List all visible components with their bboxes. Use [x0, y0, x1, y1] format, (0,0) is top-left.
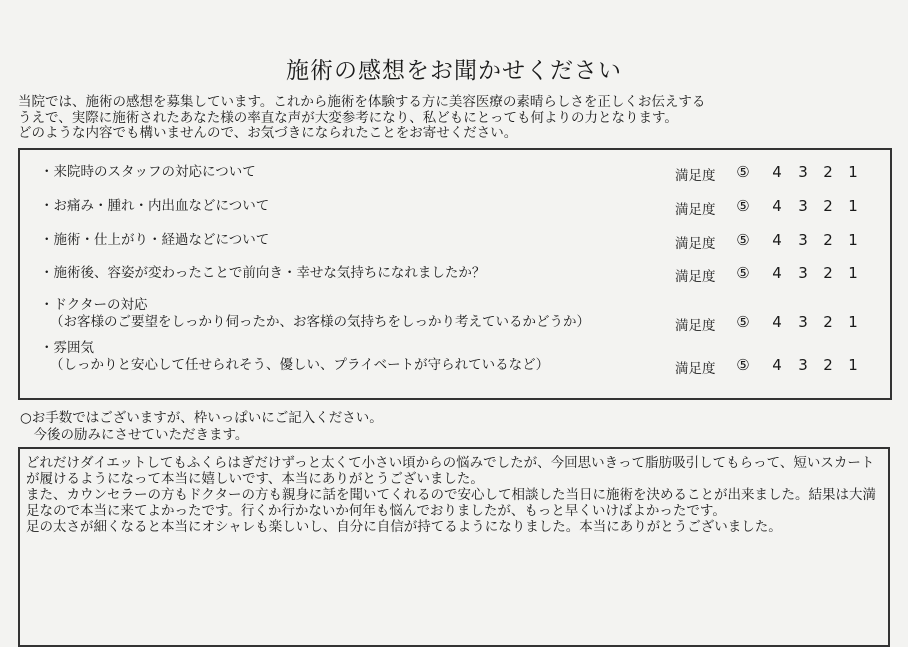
survey-item-label	[40, 198, 269, 215]
score-option[interactable]: 1	[848, 313, 858, 331]
label-line: ・施術後、容姿が変わったことで前向き・幸せな気持ちになれましたか？	[40, 265, 486, 281]
score-option[interactable]: 3	[798, 264, 808, 282]
score-option[interactable]: 2	[823, 163, 833, 181]
label-line: ・雰囲気	[40, 340, 94, 356]
comment-paragraph: 足の太さが細くなると本当にオシャレも楽しいし、自分に自信が持てるようになりました。本当にありがとうございました。	[26, 519, 782, 535]
satisfaction-label: 満足度	[675, 361, 716, 377]
score-option[interactable]: 1	[848, 197, 858, 215]
score-option[interactable]: 4	[772, 313, 782, 331]
score-option[interactable]: 4	[772, 264, 782, 282]
score-option[interactable]: ⑤	[736, 264, 750, 282]
survey-item-label	[40, 340, 549, 374]
satisfaction-label: 満足度	[675, 236, 716, 252]
score-option[interactable]: 4	[772, 163, 782, 181]
survey-item-label	[40, 297, 590, 331]
satisfaction-label: 満足度	[675, 318, 716, 334]
score-option[interactable]: 3	[798, 197, 808, 215]
score-option[interactable]: 3	[798, 356, 808, 374]
label-subline: （お客様のご要望をしっかり伺ったか、お客様の気持ちをしっかり考えているかどうか）	[50, 314, 590, 330]
score-option[interactable]: 3	[798, 313, 808, 331]
score-option[interactable]: ⑤	[736, 313, 750, 331]
score-option[interactable]: ⑤	[736, 231, 750, 249]
intro-line: どのような内容でも構いませんので、お気づきになられたことをお寄せください。	[18, 125, 518, 141]
page-title: 施術の感想をお聞かせください	[286, 58, 622, 84]
score-option[interactable]: 2	[823, 231, 833, 249]
comment-paragraph: どれだけダイエットしてもふくらはぎだけずっと太くて小さい頃からの悩みでしたが、今回思いきって脂肪吸引してもらって、短いスカートが履けるようになって本当に嬉しいです、本当にありがとうございました。	[26, 455, 875, 487]
survey-box	[18, 148, 892, 400]
intro-text	[18, 95, 705, 142]
label-line: ・施術・仕上がり・経過などについて	[40, 232, 270, 248]
score-option[interactable]: 4	[772, 231, 782, 249]
score-option[interactable]: ⑤	[736, 197, 750, 215]
note-line: 今後の励みにさせていただきます。	[20, 427, 249, 443]
score-option[interactable]: ⑤	[736, 163, 750, 181]
comment-box	[18, 447, 890, 647]
score-option[interactable]: 1	[848, 356, 858, 374]
score-option[interactable]: 2	[823, 356, 833, 374]
comment-paragraph: また、カウンセラーの方もドクターの方も親身に話を聞いてくれるので安心して相談した当日に施術を決めることが出来ました。結果は大満足なので本当に来てよかったです。行くか行かないか何年も悩んでおりましたが、もっと早くいけばよかったです。	[26, 487, 876, 519]
score-option[interactable]: 1	[848, 231, 858, 249]
label-subline: （しっかりと安心して任せられそう、優しい、プライベートが守られているなど）	[50, 357, 550, 373]
label-line: ・お痛み・腫れ・内出血などについて	[40, 198, 270, 214]
score-option[interactable]: 1	[848, 163, 858, 181]
score-option[interactable]: 2	[823, 197, 833, 215]
survey-item-label	[40, 164, 256, 181]
satisfaction-label: 満足度	[675, 269, 716, 285]
score-option[interactable]: 4	[772, 356, 782, 374]
satisfaction-label: 満足度	[675, 168, 716, 184]
satisfaction-label: 満足度	[675, 202, 716, 218]
survey-item-label	[40, 265, 485, 282]
score-option[interactable]: ⑤	[736, 356, 750, 374]
score-option[interactable]: 3	[798, 231, 808, 249]
intro-line: うえで、実際に施術されたあなた様の率直な声が大変参考になり、私どもにとっても何よりの力となります。	[18, 109, 678, 126]
intro-line: 当院では、施術の感想を募集しています。これから施術を体験する方に美容医療の素晴らしさを正しくお伝えする	[18, 94, 706, 110]
instruction-note	[20, 410, 383, 444]
score-option[interactable]: 4	[772, 197, 782, 215]
score-option[interactable]: 1	[848, 264, 858, 282]
label-line: ・来院時のスタッフの対応について	[40, 164, 256, 180]
score-option[interactable]: 2	[823, 313, 833, 331]
score-option[interactable]: 3	[798, 163, 808, 181]
note-line: ○お手数ではございますが、枠いっぱいにご記入ください。	[20, 410, 383, 426]
label-line: ・ドクターの対応	[40, 297, 148, 313]
score-option[interactable]: 2	[823, 264, 833, 282]
survey-item-label	[40, 232, 269, 249]
